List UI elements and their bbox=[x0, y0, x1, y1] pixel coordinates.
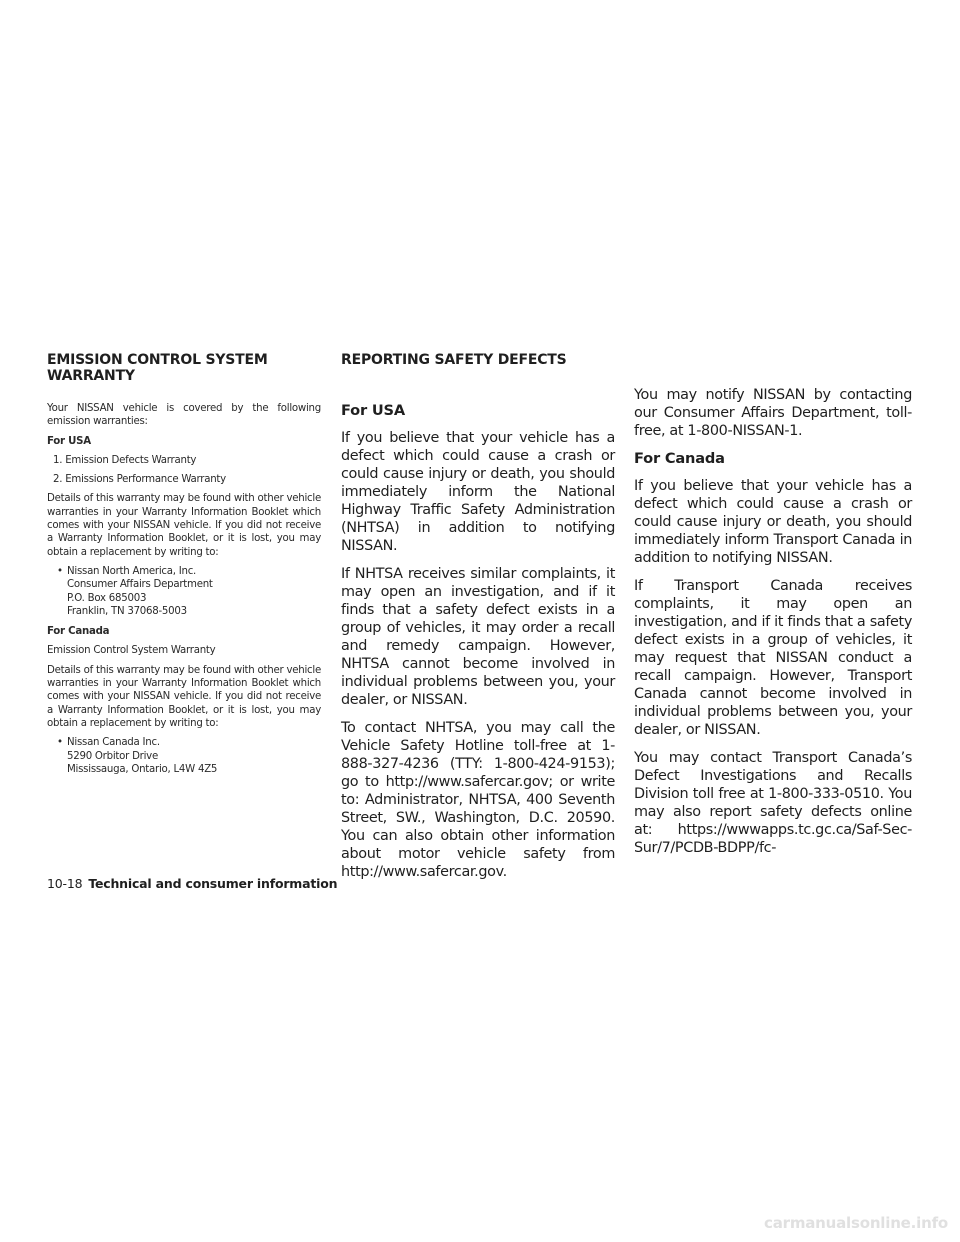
canada-subheading: For Canada bbox=[634, 450, 725, 467]
canada-paragraph-2: If Transport Canada receives complaints, it may open an investigation, and if it finds that a safety defect exists in a group of vehicles, it may request that NISSAN conduct a recall campaign. However, Transport Canada cannot become involved in individual problems between you, your dealer, or NISSAN. bbox=[634, 578, 912, 738]
list-item: 1. Emission Defects Warranty bbox=[53, 454, 197, 466]
page-number: 10-18 bbox=[47, 876, 83, 891]
footer-section-title: Technical and consumer information bbox=[88, 876, 338, 891]
canada-subheading: For Canada bbox=[47, 626, 110, 638]
safety-defects-column-2 bbox=[634, 386, 912, 867]
address-line: Mississauga, Ontario, L4W 4Z5 bbox=[67, 763, 218, 775]
address-line: Consumer Affairs Department bbox=[67, 579, 213, 591]
address-line: 5290 Orbitor Drive bbox=[67, 750, 158, 762]
address-line: Nissan North America, Inc. bbox=[67, 565, 197, 577]
usa-paragraph-4: You may notify NISSAN by contacting our Consumer Affairs Department, toll-free, at 1-800-NISSAN-1. bbox=[634, 387, 912, 439]
address-line: P.O. Box 685003 bbox=[67, 592, 147, 604]
usa-paragraph-1: If you believe that your vehicle has a defect which could cause a crash or could cause injury or death, you should immediately inform the National Highway Traffic Safety Administration (NHTSA) in addition to notifying NISSAN. bbox=[341, 430, 615, 554]
canada-warranty-item: Emission Control System Warranty bbox=[47, 645, 216, 657]
usa-paragraph-2: If NHTSA receives similar complaints, it may open an investigation, and if it finds that a safety defect exists in a group of vehicles, it may order a recall and remedy campaign. However, NHTSA cannot become involved in individual problems between you, your dealer, or NISSAN. bbox=[341, 566, 615, 708]
canada-paragraph-1: If you believe that your vehicle has a defect which could cause a crash or could cause injury or death, you should immediately inform Transport Canada in addition to notifying NISSAN. bbox=[634, 478, 912, 566]
usa-subheading: For USA bbox=[341, 402, 405, 419]
emission-warranty-column bbox=[47, 352, 321, 783]
safety-defects-heading: REPORTING SAFETY DEFECTS bbox=[341, 352, 567, 368]
heading-line-2: WARRANTY bbox=[47, 368, 135, 384]
safety-defects-column-1 bbox=[341, 352, 615, 891]
page-footer bbox=[47, 876, 337, 892]
usa-subheading: For USA bbox=[47, 435, 91, 447]
heading-line-1: EMISSION CONTROL SYSTEM bbox=[47, 352, 268, 368]
address-line: Franklin, TN 37068-5003 bbox=[67, 605, 187, 617]
usa-mailing-address bbox=[47, 565, 321, 618]
canada-mailing-address bbox=[47, 736, 321, 776]
address-line: Nissan Canada Inc. bbox=[67, 737, 160, 749]
bullet-icon: • bbox=[57, 565, 63, 577]
warranty-details-usa: Details of this warranty may be found with other vehicle warranties in your Warranty Information Booklet which comes with your NISSAN vehicle. If you did not receive a Warranty Information Booklet, or it is lost, you may obtain a replacement by writing to: bbox=[47, 493, 321, 558]
bullet-icon: • bbox=[57, 737, 63, 749]
usa-paragraph-3: To contact NHTSA, you may call the Vehicle Safety Hotline toll-free at 1-888-327-4236 (TTY: 1-800-424-9153); go to http://www.safercar.gov; or write to: Administrator, NHTSA, 400 Seventh Street, SW., Washington, D.C. 20590. You can also obtain other information about motor vehicle safety from http://www.safercar.gov. bbox=[341, 720, 615, 880]
warranty-intro: Your NISSAN vehicle is covered by the following emission warranties: bbox=[47, 403, 321, 428]
site-watermark: carmanualsonline.info bbox=[764, 1214, 948, 1232]
warranty-details-canada: Details of this warranty may be found with other vehicle warranties in your Warranty Information Booklet which comes with your NISSAN vehicle. If you did not receive a Warranty Information Booklet, or it is lost, you may obtain a replacement by writing to: bbox=[47, 664, 321, 729]
canada-paragraph-3: You may contact Transport Canada’s Defect Investigations and Recalls Division toll free at 1-800-333-0510. You may also report safety defects online at: https://wwwapps.tc.gc.ca/Saf-Sec-Sur/7/PCDB-BDPP/fc- bbox=[634, 750, 912, 856]
list-item: 2. Emissions Performance Warranty bbox=[53, 474, 226, 486]
emission-warranty-heading bbox=[47, 352, 321, 384]
usa-warranty-list bbox=[47, 454, 321, 487]
